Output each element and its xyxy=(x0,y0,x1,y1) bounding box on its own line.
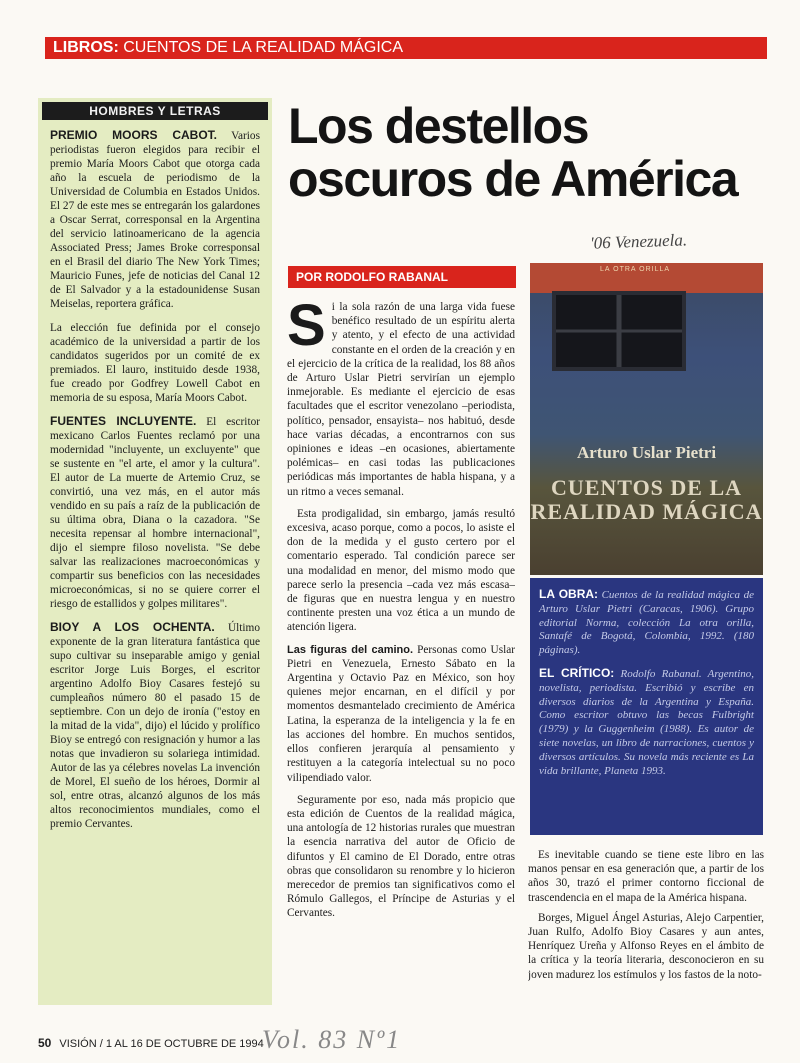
section-label: LIBROS: xyxy=(53,39,119,56)
cover-window-illustration xyxy=(552,291,686,371)
sidebar-paragraph xyxy=(50,414,260,611)
handwritten-note: '06 Venezuela. xyxy=(589,230,688,253)
article-text: i la sola razón de una larga vida fuese benéfico resultado de un espíritu alerta y atento, y el efecto de una actividad constante en el orden de la creación y en el ejercicio de la crítica de la realidad, los 88 años de Arturo Uslar Pietri servirían un ejemplo inmejorable. Es mediante el ejercicio de esas facultades que el escritor venezolano –periodista, político, pensador, ensayista– nos habituó, desde hace varias décadas, a encontrarnos con sus opiniones e ideas –en ocasiones, abiertamente polémicas– en casi todas las publicaciones periódicas más importantes de habla hispana, y a un ritmo a veces semanal. xyxy=(287,301,515,498)
obra-text: Cuentos de la realidad mágica de Arturo Uslar Pietri (Caracas, 1906). Grupo editorial Norma, colección La otra orilla, Santafé de Bogotá, Colombia, 1992. (180 páginas). xyxy=(539,589,754,657)
sidebar-paragraph xyxy=(50,620,260,831)
article-paragraph: Esta prodigalidad, sin embargo, jamás resultó excesiva, acaso porque, como a pocos, lo asiste el don de la medida y el gusto certero por el comentario esperado. Tal condición parece ser una modalidad en menor, del mismo modo que parece serlo la presencia –cada vez más escasa– de figuras que en nuestra lengua y en nuestro continente presten una voz ética a un mundo de atención ligera. xyxy=(287,507,515,634)
cover-band-text: LA OTRA ORILLA xyxy=(600,266,671,273)
critico-text: Rodolfo Rabanal. Argentino, novelista, periodista. Escribió y escribe en diversos diarios de la Argentina y España. Como escritor obtuvo las becas Fulbright (1979) y la Guggenheim (1988). Es autor de siete novelas, un libro de narraciones, cuentos y diversos artículos. Su novela más reciente es La vida brillante, Planeta 1993. xyxy=(539,667,755,777)
handwritten-volume: Vol. 83 Nº1 xyxy=(262,1025,402,1054)
subhead-runin: Las figuras del camino. xyxy=(287,643,414,656)
article-paragraph: Seguramente por eso, nada más propicio que esta edición de Cuentos de la realidad mágica, una antología de 12 historias rurales que muestran la esencia narrativa del autor de Oficio de difuntos y El camino de El Dorado, entre otras obras que consolidaron su renombre y lo hicieron merecedor de premios tan significativos como el Rómulo Gallegos, el Príncipe de Asturias y el Cervantes. xyxy=(287,793,515,920)
sidebar-header: HOMBRES Y LETRAS xyxy=(42,102,268,120)
book-cover-image xyxy=(530,263,763,575)
sidebar-text: El escritor mexicano Carlos Fuentes reclamó por una modernidad "incluyente, un excluyente" que se sustente en "el arte, el amor y la cultura". El autor de La muerte de Artemio Cruz, se convirtió, una vez más, en el autor más vendido en su país a raíz de la publicación de su última obra, Diana o la cazadora. "Se necesita repensar al hombre internacional", dijo el siempre filoso novelista. "Se debe salvar las realizaciones macroeconómicas y compartir sus beneficios con las necesidades microeconómicas, si no se quiere correr el riesgo de estallidos y golpes militares". xyxy=(50,416,260,610)
article-column-3 xyxy=(528,848,764,1013)
section-subtitle: CUENTOS DE LA REALIDAD MÁGICA xyxy=(118,39,403,56)
sidebar-text: La elección fue definida por el consejo académico de la universidad a partir de los candidatos sugeridos por un comité de ex premiados. El lauro, instituido desde 1938, fue creado por Godfrey Lowell Cabot en memoria de su esposa, María Moors Cabot. xyxy=(50,322,260,404)
article-paragraph xyxy=(287,300,515,499)
article-text: Personas como Uslar Pietri en Venezuela, Ernesto Sábato en la Argentina y Octavio Paz en México, son hoy quienes mejor encarnan, en el difícil y por momentos desmantelado crecimiento de América Latina, la esperanza de la inteligencia y la fe en las acciones del hombre. En muchos sentidos, ellos confieren jerarquía al pensamiento y restituyen a la categoría intelectual su no poco vilipendiado valor. xyxy=(287,643,515,784)
critico-label: EL CRÍTICO: xyxy=(539,665,615,680)
page-footer xyxy=(38,1036,264,1050)
issue-info: VISIÓN / 1 AL 16 DE OCTUBRE DE 1994 xyxy=(59,1038,264,1050)
article-paragraph: Es inevitable cuando se tiene este libro en las manos pensar en esa generación que, a partir de los años 30, trazó el primer contorno ficcional de trascendencia en el mapa de la América hispana. xyxy=(528,849,764,904)
section-banner xyxy=(45,37,767,59)
critico-paragraph xyxy=(539,667,754,778)
article-body xyxy=(287,300,515,1010)
byline: POR RODOLFO RABANAL xyxy=(288,266,516,288)
article-paragraph: Borges, Miguel Ángel Asturias, Alejo Carpentier, Juan Rulfo, Adolfo Bioy Casares y aun antes, Henríquez Ureña y Alfonso Reyes en el ámbito de la crítica y la teoría literaria, desconocieron en su joven madurez los estímulos y los fastos de la noto- xyxy=(528,911,764,981)
sidebar-lead: PREMIO MOORS CABOT. xyxy=(50,128,217,142)
drop-cap: S xyxy=(287,300,326,358)
cover-band xyxy=(530,263,763,293)
cover-author: Arturo Uslar Pietri xyxy=(576,443,717,462)
page-number: 50 xyxy=(38,1036,52,1050)
cover-title: CUENTOS DE LA REALIDAD MÁGICA xyxy=(530,475,763,524)
sidebar-text: Último exponente de la gran literatura fantástica que supo cultivar su inseparable amigo y genial escritor Jorge Luis Borges, el escritor argentino Adolfo Bioy Casares festejó su cumpleaños número 80 el pasado 15 de septiembre. Con un dejo de ironía ("estoy en la mitad de la vida", dijo) el lúcido y prolífico Bioy se entregó con resignación y humor a las notas que invadieron su solariega intimidad. Autor de las ya célebres novelas La invención de Morel, El sueño de los héroes, Dormir al sol, entre otras, alcanzó algunos de los más altos reconocimientos mundiales, como el premio Cervantes. xyxy=(50,622,260,830)
sidebar-box xyxy=(38,98,272,1005)
sidebar-lead: FUENTES INCLUYENTE. xyxy=(50,414,197,428)
obra-label: LA OBRA: xyxy=(539,587,599,601)
article-paragraph xyxy=(287,643,515,785)
obra-paragraph xyxy=(539,588,754,658)
article-headline: Los destellos oscuros de América xyxy=(288,98,738,207)
sidebar-paragraph xyxy=(50,128,260,311)
sidebar-paragraph xyxy=(50,320,260,405)
info-box xyxy=(530,578,763,835)
sidebar-lead: BIOY A LOS OCHENTA. xyxy=(50,620,215,634)
sidebar-text: Varios periodistas fueron elegidos para recibir el premio María Moors Cabot que otorga cada año la escuela de periodismo de la Universidad de Columbia en Estados Unidos. El 27 de este mes se entregarán los galardones a Oscar Serrat, corresponsal en la Argentina del servicio latinoamericano de la agencia Associated Press; James Broke corresponsal en el Brasil del diario The New York Times; Mauricio Funes, jefe de noticias del Canal 12 de El Salvador y a la estadounidense Susan Meiselas, reportera gráfica. xyxy=(50,130,260,310)
